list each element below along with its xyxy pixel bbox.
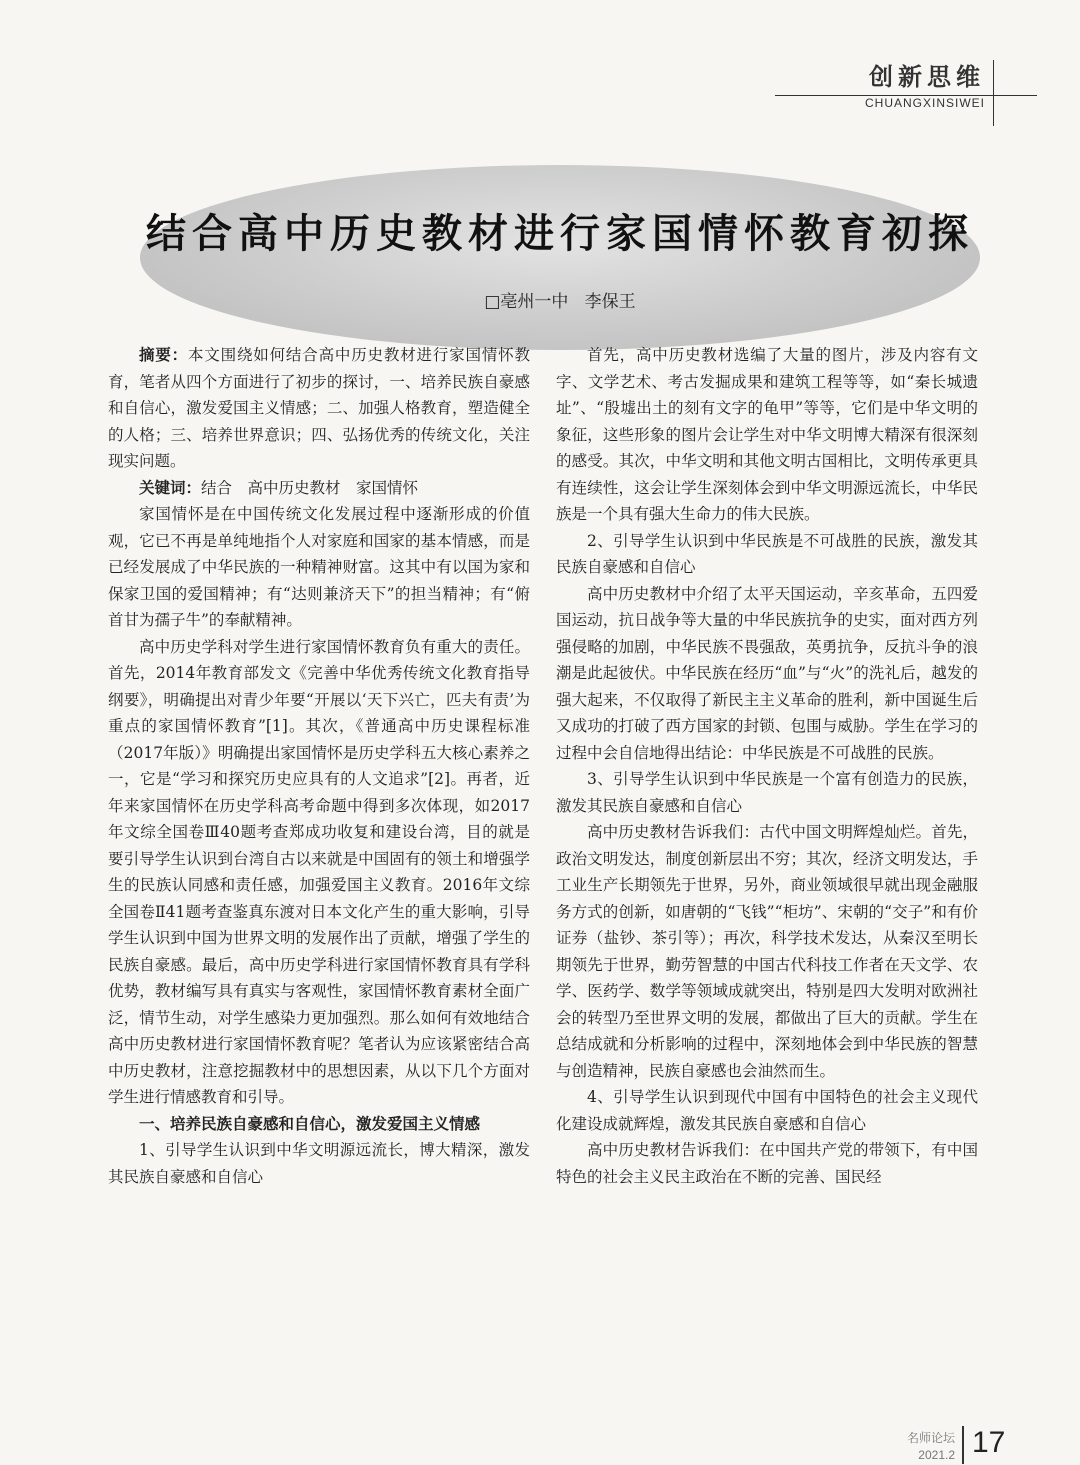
paragraph-text: 本文围绕如何结合高中历史教材进行家国情怀教育，笔者从四个方面进行了初步的探讨，一、培养民族自豪感和自信心，激发爱国主义情感；二、加强人格教育，塑造健全的人格；三、培养世界意识；四、弘扬优秀的传统文化，关注现实问题。 [108,346,530,470]
paragraph [556,528,978,581]
paragraph-text: 家国情怀是在中国传统文化发展过程中逐渐形成的价值观，它已不再是单纯地指个人对家庭和国家的基本情感，而是已经发展成了中华民族的一种精神财富。这其中有以国为家和保家卫国的爱国精神；有“达则兼济天下”的担当精神；有“俯首甘为孺子牛”的奉献精神。 [108,505,530,629]
paragraph [556,1137,978,1190]
paragraph-text: 高中历史教材告诉我们：在中国共产党的带领下，有中国特色的社会主义民主政治在不断的完善、国民经 [556,1141,978,1186]
header-rule-vertical [993,60,994,126]
paragraph-text: 高中历史教材告诉我们：古代中国文明辉煌灿烂。首先，政治文明发达，制度创新层出不穷；其次，经济文明发达，手工业生产长期领先于世界，另外，商业领域很早就出现金融服务方式的创新，如唐朝的“飞钱”“柜坊”、宋朝的“交子”和有价证券（盐钞、茶引等）；再次，科学技术发达，从秦汉至明长期领先于世界，勤劳智慧的中国古代科技工作者在天文学、农学、医药学、数学等领域成就突出，特别是四大发明对欧洲社会的转型乃至世界文明的发展，都做出了巨大的贡献。学生在总结成就和分析影响的过程中，深刻地体会到中华民族的智慧与创造精神，民族自豪感也会油然而生。 [556,823,978,1080]
paragraph-text: 2、引导学生认识到中华民族是不可战胜的民族，激发其民族自豪感和自信心 [556,531,978,576]
footer-separator [962,1426,964,1464]
paragraph [556,1084,978,1137]
paragraph-text: 高中历史教材中介绍了太平天国运动，辛亥革命，五四爱国运动，抗日战争等大量的中华民族抗争的史实，面对西方列强侵略的加剧，中华民族不畏强敌，英勇抗争，反抗斗争的浪潮是此起彼伏。中华民族在经历“血”与“火”的洗礼后，越发的强大起来，不仅取得了新民主主义革命的胜利，新中国诞生后又成功的打破了西方国家的封锁、包围与威胁。学生在学习的过程中会自信地得出结论：中华民族是不可战胜的民族。 [556,584,978,762]
paragraph [108,342,530,475]
page-number: 17 [972,1426,1006,1459]
paragraph [556,581,978,767]
paragraph [556,819,978,1084]
paragraph [556,766,978,819]
paragraph-text: 结合 高中历史教材 家国情怀 [201,478,419,497]
paragraph [108,501,530,634]
paragraph-text: 3、引导学生认识到中华民族是一个富有创造力的民族，激发其民族自豪感和自信心 [556,770,978,815]
issue-date: 2021.2 [918,1448,955,1462]
header-rule-horizontal [775,95,1037,96]
paragraph-label: 关键词： [139,477,202,497]
left-text-column [108,342,530,1190]
article-byline: □亳州一中 李保王 [484,292,636,312]
section-header [865,60,985,110]
right-text-column [556,342,978,1190]
section-pinyin: CHUANGXINSIWEI [864,96,985,110]
paragraph [108,1111,530,1138]
paragraph [108,634,530,1111]
paragraph-label: 摘要： [139,345,188,364]
paragraph-text: 1、引导学生认识到中华文明源远流长，博大精深，激发其民族自豪感和自信心 [108,1141,530,1186]
journal-name: 名师论坛 [906,1431,955,1445]
paragraph-text: 4、引导学生认识到现代中国有中国特色的社会主义现代化建设成就辉煌，激发其民族自豪感和自信心 [556,1088,978,1133]
paragraph-text: 一、培养民族自豪感和自信心，激发爱国主义情感 [139,1113,481,1133]
paragraph [108,475,530,502]
paragraph-text: 高中历史学科对学生进行家国情怀教育负有重大的责任。首先，2014年教育部发文《完善中华优秀传统文化教育指导纲要》，明确提出对青少年要“开展以‘天下兴亡，匹夫有责’为重点的家国情怀教育”[1]。其次，《普通高中历史课程标准（2017年版）》明确提出家国情怀是历史学科五大核心素养之一，它是“学习和探究历史应具有的人文追求”[2]。再者，近年来家国情怀在历史学科高考命题中得到多次体现，如2017年文综全国卷Ⅲ40题考查郑成功收复和建设台湾，目的就是要引导学生认识到台湾自古以来就是中国固有的领土和增强学生的民族认同感和责任感，加强爱国主义教育。2016年文综全国卷Ⅱ41题考查鉴真东渡对日本文化产生的重大影响，引导学生认识到中国为世界文明的发展作出了贡献，增强了学生的民族自豪感。最后，高中历史学科进行家国情怀教育具有学科优势，教材编写具有真实与客观性，家国情怀教育素材全面广泛，情节生动，对学生感染力更加强烈。那么如何有效地结合高中历史教材进行家国情怀教育呢？笔者认为应该紧密结合高中历史教材，注意挖掘教材中的思想因素，从以下几个方面对学生进行情感教育和引导。 [108,637,530,1106]
paragraph [108,1137,530,1190]
paragraph [556,342,978,528]
section-name: 创新思维 [869,63,985,91]
article-title: 结合高中历史教材进行家国情怀教育初探 [146,210,974,257]
paragraph-text: 首先，高中历史教材选编了大量的图片，涉及内容有文字、文学艺术、考古发掘成果和建筑工程等等，如“秦长城遗址”、“殷墟出土的刻有文字的龟甲”等等，它们是中华文明的象征，这些形象的图片会让学生对中华文明博大精深有很深刻的感受。其次，中华文明和其他文明古国相比，文明传承更具有连续性，这会让学生深刻体会到中华文明源远流长，中华民族是一个具有强大生命力的伟大民族。 [556,346,978,523]
